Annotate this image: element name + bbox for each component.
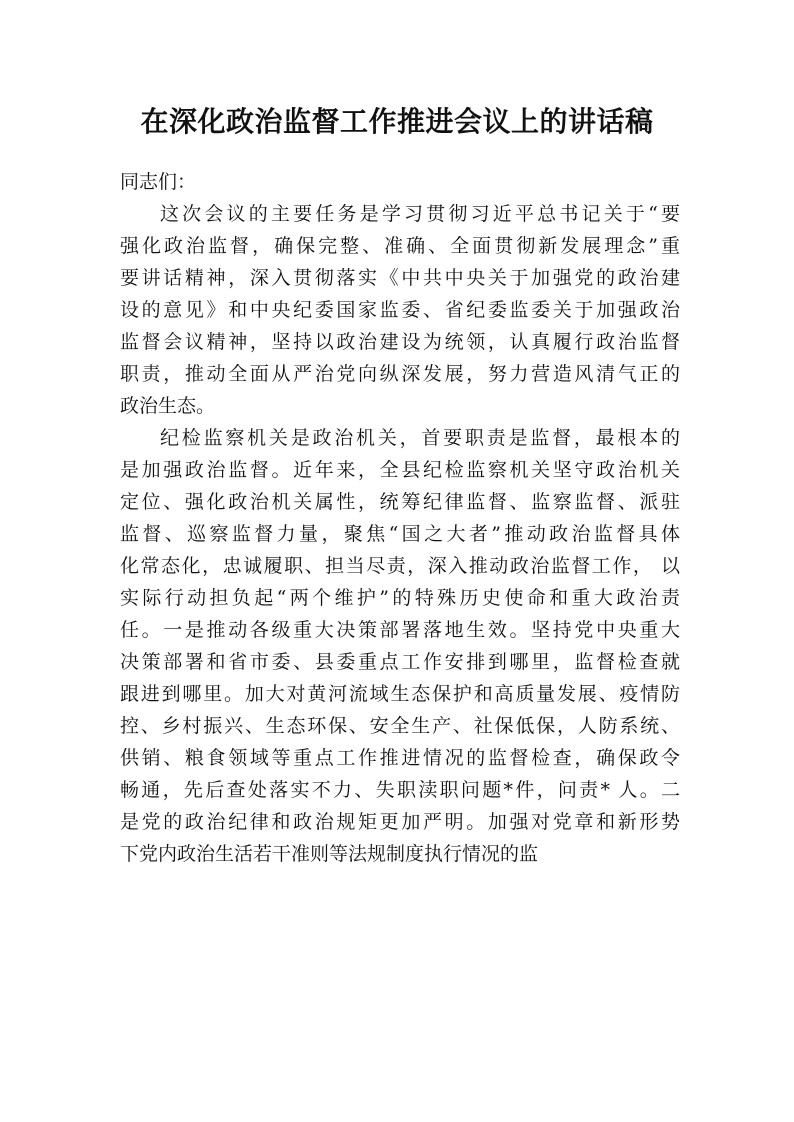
text-line: 供销、粮食领域等重点工作推进情况的监督检查，确保政令 xyxy=(120,747,680,769)
text-line: 控、乡村振兴、生态环保、安全生产、社保低保，人防系统、 xyxy=(120,715,680,737)
document-title: 在深化政治监督工作推进会议上的讲话稿 xyxy=(140,105,654,138)
text-line: 监督会议精神，坚持以政治建设为统领，认真履行政治监督 xyxy=(120,331,680,353)
text-line: 下党内政治生活若干准则等法规制度执行情况的监 xyxy=(120,843,539,865)
text-line: 任。一是推动各级重大决策部署落地生效。坚持党中央重大 xyxy=(120,619,680,641)
text-line: 定位、强化政治机关属性，统筹纪律监督、监察监督、派驻 xyxy=(120,491,680,513)
text-line: 是加强政治监督。近年来，全县纪检监察机关坚守政治机关 xyxy=(120,459,680,481)
text-line: 是党的政治纪律和政治规矩更加严明。加强对党章和新形势 xyxy=(120,811,680,833)
text-line: 强化政治监督，确保完整、准确、全面贯彻新发展理念”重 xyxy=(120,235,680,257)
text-line: 畅通，先后查处落实不力、失职渎职问题*件，问责* 人。二 xyxy=(120,779,680,801)
text-line: 职责，推动全面从严治党向纵深发展，努力营造风清气正的 xyxy=(120,363,680,385)
text-line: 这次会议的主要任务是学习贯彻习近平总书记关于“要 xyxy=(160,203,680,225)
text-line: 决策部署和省市委、县委重点工作安排到哪里，监督检查就 xyxy=(120,651,680,673)
text-line: 监督、巡察监督力量，聚焦“国之大者”推动政治监督具体 xyxy=(120,523,680,545)
paragraph-2 xyxy=(120,422,680,870)
text-line: 要讲话精神，深入贯彻落实《中共中央关于加强党的政治建 xyxy=(120,267,680,289)
text-line: 跟进到哪里。加大对黄河流域生态保护和高质量发展、疫情防 xyxy=(120,683,680,705)
text-line: 政治生态。 xyxy=(120,395,216,417)
text-line: 化常态化，忠诚履职、担当尽责，深入推动政治监督工作， 以 xyxy=(120,555,680,577)
text-line: 纪检监察机关是政治机关，首要职责是监督，最根本的 xyxy=(160,427,680,449)
text-line: 设的意见》和中央纪委国家监委、省纪委监委关于加强政治 xyxy=(120,299,680,321)
text-line: 实际行动担负起“两个维护”的特殊历史使命和重大政治责 xyxy=(120,587,680,609)
salutation: 同志们： xyxy=(120,171,197,193)
document-body xyxy=(120,166,680,870)
paragraph-1 xyxy=(120,198,680,422)
